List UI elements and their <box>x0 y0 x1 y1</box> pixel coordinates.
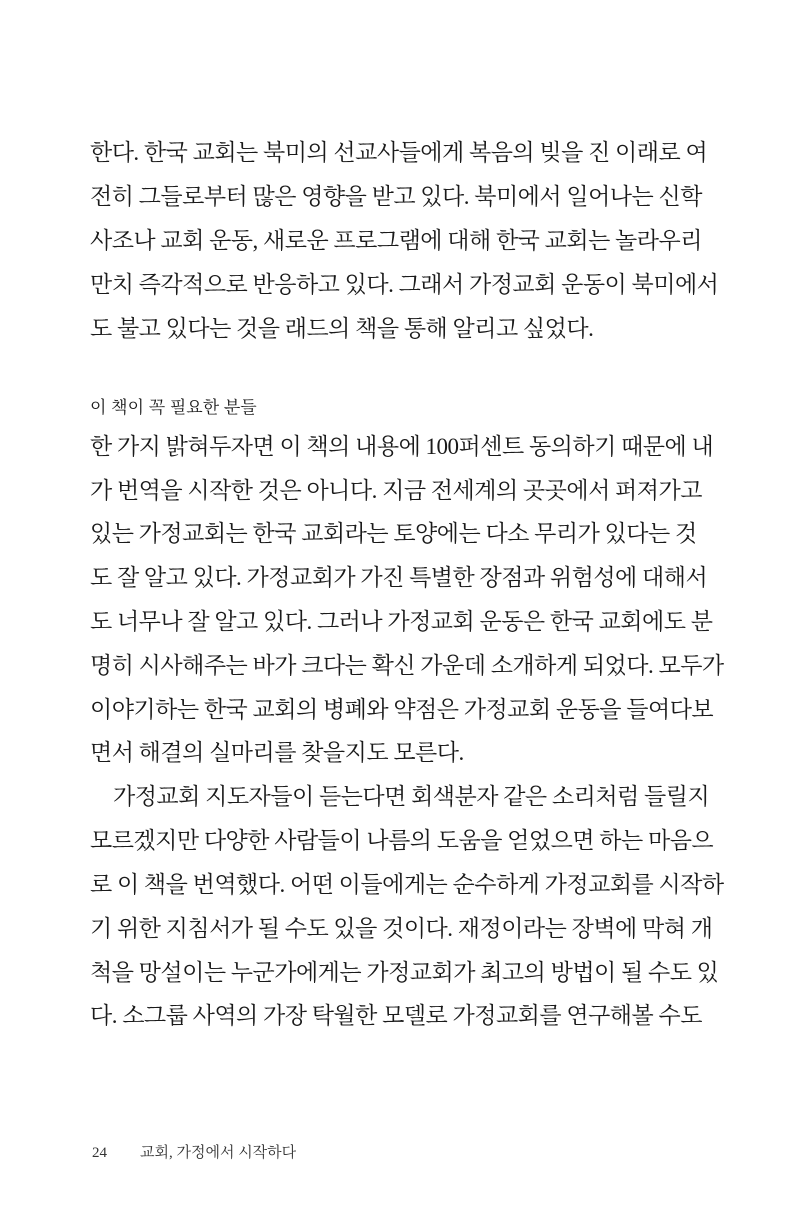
paragraph-3-line-1: 가정교회 지도자들이 듣는다면 회색분자 같은 소리처럼 들릴지 <box>113 784 710 809</box>
paragraph-1-line-2: 전히 그들로부터 많은 영향을 받고 있다. 북미에서 일어나는 신학 <box>90 184 702 209</box>
paragraph-2-line-7: 이야기하는 한국 교회의 병폐와 약점은 가정교회 운동을 들여다보 <box>90 697 714 722</box>
paragraph-3-line-3: 로 이 책을 번역했다. 어떤 이들에게는 순수하게 가정교회를 시작하 <box>90 872 724 897</box>
paragraph-3-line-5: 척을 망설이는 누군가에게는 가정교회가 최고의 방법이 될 수도 있 <box>90 960 719 985</box>
paragraph-1-line-5: 도 불고 있다는 것을 래드의 책을 통해 알리고 싶었다. <box>90 316 594 341</box>
paragraph-3-line-4: 기 위한 지침서가 될 수도 있을 것이다. 재정이라는 장벽에 막혀 개 <box>90 916 713 941</box>
paragraph-2-line-4: 도 잘 알고 있다. 가정교회가 가진 특별한 장점과 위험성에 대해서 <box>90 565 708 590</box>
paragraph-2-line-2: 가 번역을 시작한 것은 아니다. 지금 전세계의 곳곳에서 퍼져가고 <box>90 478 702 503</box>
paragraph-1-line-4: 만치 즉각적으로 반응하고 있다. 그래서 가정교회 운동이 북미에서 <box>90 272 719 297</box>
page-footer <box>92 1143 296 1163</box>
paragraph-2-line-1: 한 가지 밝혀두자면 이 책의 내용에 100퍼센트 동의하기 때문에 내 <box>90 434 714 459</box>
paragraph-3-line-2: 모르겠지만 다양한 사람들이 나름의 도움을 얻었으면 하는 마음으 <box>90 828 714 853</box>
paragraph-2-line-8: 면서 해결의 실마리를 찾을지도 모른다. <box>90 740 464 765</box>
paragraph-3-line-6: 다. 소그룹 사역의 가장 탁월한 모델로 가정교회를 연구해볼 수도 <box>90 1003 702 1028</box>
paragraph-1-line-1: 한다. 한국 교회는 북미의 선교사들에게 복음의 빚을 진 이래로 여 <box>90 140 708 165</box>
paragraph-2-line-6: 명히 시사해주는 바가 크다는 확신 가운데 소개하게 되었다. 모두가 <box>90 653 724 678</box>
page-number: 24 <box>92 1145 107 1161</box>
paragraph-2-line-5: 도 너무나 잘 알고 있다. 그러나 가정교회 운동은 한국 교회에도 분 <box>90 609 713 634</box>
section-heading: 이 책이 꼭 필요한 분들 <box>90 398 257 417</box>
paragraph-1-line-3: 사조나 교회 운동, 새로운 프로그램에 대해 한국 교회는 놀라우리 <box>90 228 702 253</box>
running-title: 교회, 가정에서 시작하다 <box>140 1145 297 1161</box>
paragraph-2-line-3: 있는 가정교회는 한국 교회라는 토양에는 다소 무리가 있다는 것 <box>90 521 697 546</box>
